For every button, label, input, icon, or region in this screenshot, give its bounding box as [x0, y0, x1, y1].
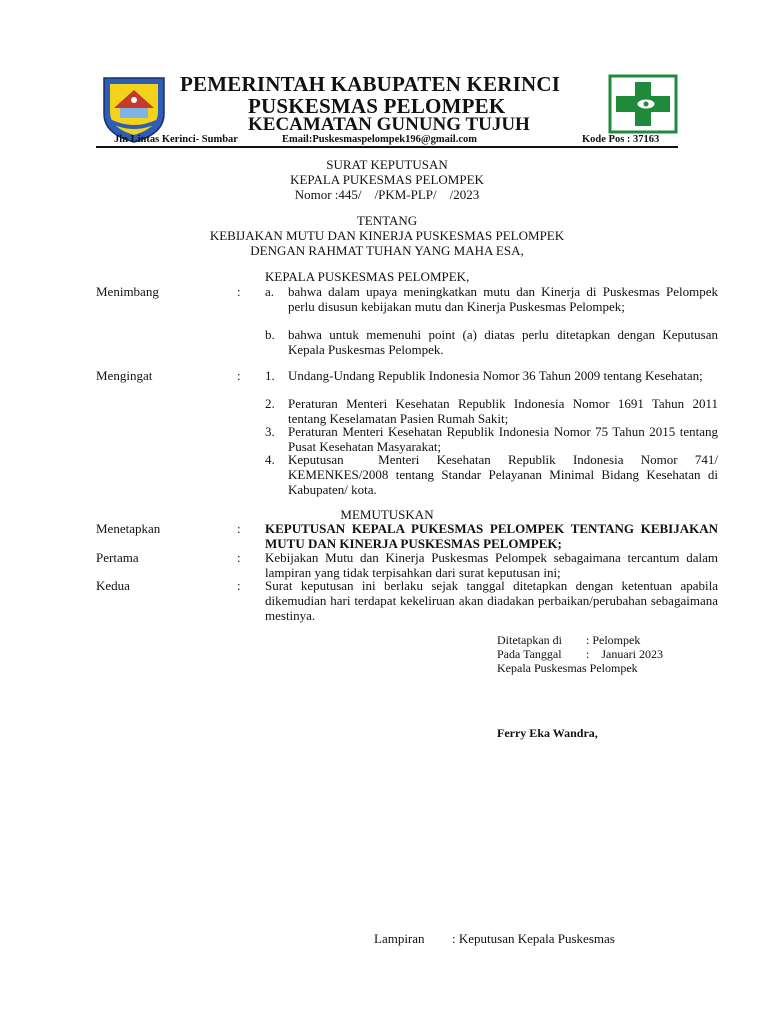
menimbang-marker-a: a.: [265, 284, 275, 299]
ditetapkan-value: : Pelompek: [586, 633, 641, 647]
menetapkan-text: KEPUTUSAN KEPALA PUKESMAS PELOMPEK TENTANG KEBIJAKAN MUTU DAN KINERJA PUSKESMAS PELOMPEK;: [265, 521, 718, 551]
mengingat-colon: :: [237, 368, 241, 383]
title-line1: SURAT KEPUTUSAN: [326, 157, 448, 172]
letterhead-rule: [96, 146, 678, 148]
letterhead-line2: PUSKESMAS PELOMPEK: [248, 94, 506, 118]
kedua-text: Surat keputusan ini berlaku sejak tanggal ditetapkan dengan ketentuan apabila dikemudian hari terdapat kekeliruan akan diadakan perbaikan/perubahan sebagaimana mestinya.: [265, 578, 718, 623]
memutuskan-heading: MEMUTUSKAN: [340, 507, 434, 522]
mengingat-item-1: Undang-Undang Republik Indonesia Nomor 36 Tahun 2009 tentang Kesehatan;: [288, 368, 703, 383]
title-tentang: TENTANG: [356, 213, 418, 228]
letterhead-email: Email:Puskesmaspelompek196@gmail.com: [282, 134, 477, 145]
pertama-label: Pertama: [96, 550, 139, 565]
lampiran-label: Lampiran: [374, 931, 425, 946]
letterhead-line3: KECAMATAN GUNUNG TUJUH: [248, 114, 530, 135]
signature-position: Kepala Puskesmas Pelompek: [497, 661, 638, 675]
menimbang-marker-b: b.: [265, 327, 275, 342]
kedua-label: Kedua: [96, 578, 130, 593]
pertama-colon: :: [237, 550, 241, 565]
mengingat-marker-1: 1.: [265, 368, 275, 383]
menimbang-colon: :: [237, 284, 241, 299]
mengingat-label: Mengingat: [96, 368, 153, 383]
title-subject2: DENGAN RAHMAT TUHAN YANG MAHA ESA,: [250, 243, 524, 258]
mengingat-item-3: Peraturan Menteri Kesehatan Republik Indonesia Nomor 75 Tahun 2015 tentang Pusat Kesehatan Masyarakat;: [288, 424, 718, 454]
mengingat-item-2: Peraturan Menteri Kesehatan Republik Indonesia Nomor 1691 Tahun 2011 tentang Keselamatan Pasien Rumah Sakit;: [288, 396, 718, 426]
title-head: KEPALA PUSKESMAS PELOMPEK,: [265, 269, 470, 284]
mengingat-marker-3: 3.: [265, 424, 275, 439]
letterhead-postal: Kode Pos : 37163: [582, 134, 660, 145]
menimbang-label: Menimbang: [96, 284, 159, 299]
pertama-text: Kebijakan Mutu dan Kinerja Puskesmas Pelompek sebagaimana tercantum dalam lampiran yang tidak terpisahkan dari surat keputusan ini;: [265, 550, 718, 580]
menimbang-item-a: bahwa dalam upaya meningkatkan mutu dan Kinerja di Puskesmas Pelompek perlu disusun kebijakan mutu dan Kinerja Puskesmas Pelompek;: [288, 284, 718, 314]
title-subject1: KEBIJAKAN MUTU DAN KINERJA PUSKESMAS PELOMPEK: [209, 228, 565, 243]
menimbang-item-b: bahwa untuk memenuhi point (a) diatas perlu ditetapkan dengan Keputusan Kepala Puskesmas Pelompek.: [288, 327, 718, 357]
signature-name: Ferry Eka Wandra,: [497, 726, 598, 740]
menetapkan-colon: :: [237, 521, 241, 536]
mengingat-item-4: Keputusan Menteri Kesehatan Republik Indonesia Nomor 741/ KEMENKES/2008 tentang Standar Pelayanan Minimal Bidang Kesehatan di Kabupaten/ kota.: [288, 452, 722, 497]
letterhead-line1: PEMERINTAH KABUPATEN KERINCI: [180, 72, 561, 96]
ditetapkan-label: Ditetapkan di: [497, 633, 562, 647]
kedua-colon: :: [237, 578, 241, 593]
mengingat-marker-4: 4.: [265, 452, 275, 467]
lampiran-value: : Keputusan Kepala Puskesmas: [452, 931, 615, 946]
letterhead-address: Jln Lintas Kerinci- Sumbar: [114, 134, 238, 145]
title-nomor: Nomor :445/ /PKM-PLP/ /2023: [294, 187, 480, 202]
mengingat-marker-2: 2.: [265, 396, 275, 411]
right-cross-logo: [608, 74, 678, 134]
title-line2: KEPALA PUKESMAS PELOMPEK: [290, 172, 484, 187]
tanggal-value: : Januari 2023: [586, 647, 663, 661]
menetapkan-label: Menetapkan: [96, 521, 161, 536]
tanggal-label: Pada Tanggal: [497, 647, 562, 661]
